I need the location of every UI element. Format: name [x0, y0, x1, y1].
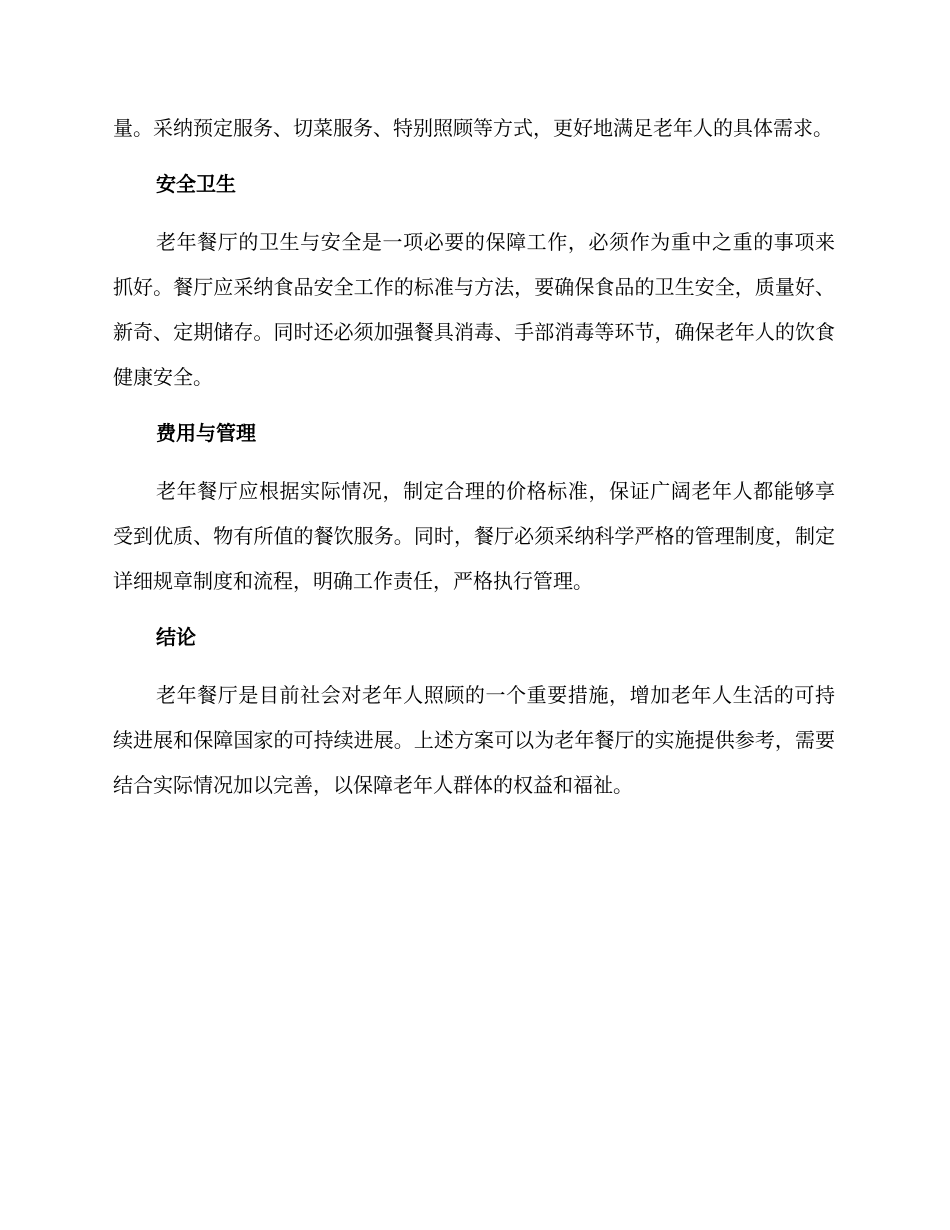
section-heading: 安全卫生 — [156, 172, 236, 196]
intro-paragraph: 量。采纳预定服务、切菜服务、特别照顾等方式，更好地满足老年人的具体需求。 — [113, 116, 833, 140]
section-conclusion — [113, 615, 835, 808]
section-paragraph: 老年餐厅是目前社会对老年人照顾的一个重要措施，增加老年人生活的可持续进展和保障国家的可持续进展。上述方案可以为老年餐厅的实施提供参考，需要结合实际情况加以完善，以保障老年人群体的权益和福祉。 — [113, 683, 835, 797]
section-paragraph: 老年餐厅应根据实际情况，制定合理的价格标准，保证广阔老年人都能够享受到优质、物有所值的餐饮服务。同时，餐厅必须采纳科学严格的管理制度，制定详细规章制度和流程，明确工作责任，严格执行管理。 — [113, 479, 835, 593]
section-heading: 费用与管理 — [156, 421, 256, 445]
section-safety-hygiene — [113, 162, 835, 400]
section-paragraph: 老年餐厅的卫生与安全是一项必要的保障工作，必须作为重中之重的事项来抓好。餐厅应采纳食品安全工作的标准与方法，要确保食品的卫生安全，质量好、新奇、定期储存。同时还必须加强餐具消毒、手部消毒等环节，确保老年人的饮食健康安全。 — [113, 230, 835, 389]
section-cost-management — [113, 411, 835, 604]
section-heading: 结论 — [156, 625, 196, 649]
document-body — [113, 106, 835, 808]
